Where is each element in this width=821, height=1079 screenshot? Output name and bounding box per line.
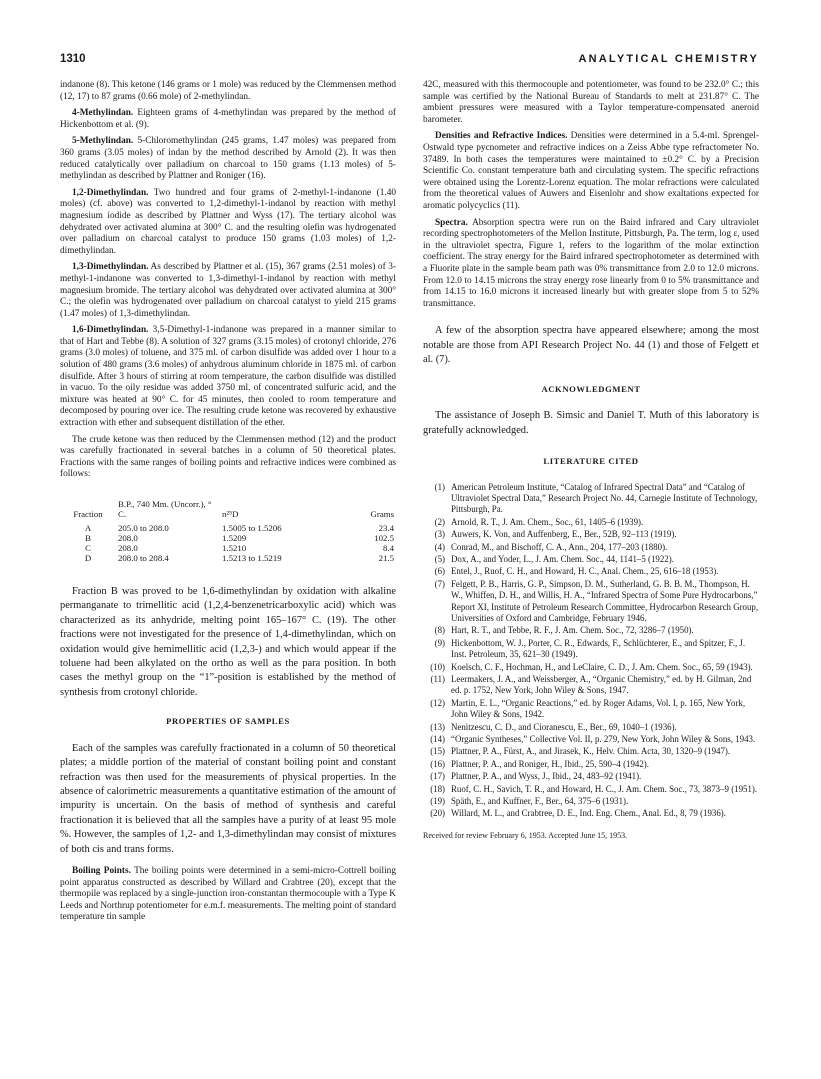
- reference-number: (15): [430, 746, 445, 757]
- reference-text: Ruof, C. H., Savich, T. R., and Howard, H. C., J. Am. Chem. Soc., 73, 3873–9 (1951).: [451, 783, 758, 794]
- reference-number: (6): [434, 566, 445, 577]
- run-in-heading: 1,2-Dimethylindan.: [72, 187, 149, 198]
- reference-text: Plattner, P. A., and Wyss, J., Ibid., 24, 483–92 (1941).: [451, 771, 642, 782]
- reference-number: (9): [434, 637, 445, 648]
- reference-item: [423, 698, 759, 721]
- reference-text: Nenitzescu, C. D., and Cioranescu, E., Ber., 69, 1040–1 (1936).: [451, 721, 677, 732]
- reference-item: [423, 542, 759, 553]
- paragraph: Each of the samples was carefully fractionated in a column of 50 theoretical plates; a middle portion of the material of constant boiling point and constant refraction was then used for the measurements of physical properties. In the absence of calorimetric measurements a quantitative estimation of the amount of impurity is uncertain. On the basis of method of synthesis and careful fractionation it is believed that all the samples have a purity of at least 95 mole %. However, the samples of 1,2- and 1,3-dimethylindan may consist of mixtures of both cis and trans forms.: [60, 742, 396, 855]
- run-in-heading: 1,6-Dimethylindan.: [72, 325, 149, 336]
- reference-item: [423, 808, 759, 819]
- reference-text: “Organic Syntheses,” Collective Vol. II, p. 279, New York, John Wiley & Sons, 1943.: [451, 734, 756, 745]
- reference-item: [423, 625, 759, 636]
- fractions-table: [60, 499, 396, 563]
- reference-number: (16): [430, 758, 445, 769]
- table-cell: 21.5: [378, 553, 394, 563]
- paragraph: [60, 108, 396, 131]
- reference-number: (5): [434, 553, 445, 564]
- reference-item: [423, 759, 759, 770]
- reference-text: Koelsch, C. F., Hochman, H., and LeClaire, C. D., J. Am. Chem. Soc., 65, 59 (1943).: [451, 661, 753, 672]
- run-in-heading: 4-Methylindan.: [72, 108, 134, 119]
- left-column: [60, 80, 396, 929]
- reference-number: (8): [434, 625, 445, 636]
- reference-item: [423, 796, 759, 807]
- table-cell: 208.0: [118, 533, 138, 543]
- table-cell: 205.0 to 208.0: [118, 523, 169, 533]
- reference-text: Conrad, M., and Bischoff, C. A., Ann., 204, 177–203 (1880).: [451, 541, 668, 552]
- reference-item: [423, 771, 759, 782]
- table-row: [60, 543, 396, 553]
- reference-text: Entel, J., Ruof, C. H., and Howard, H. C., Anal. Chem., 25, 616–18 (1953).: [451, 566, 719, 577]
- reference-item: [423, 722, 759, 733]
- paragraph: [423, 218, 759, 311]
- table-cell: D: [84, 553, 92, 563]
- reference-item: [423, 784, 759, 795]
- reference-item: [423, 662, 759, 673]
- reference-item: [423, 554, 759, 565]
- reference-number: (10): [430, 661, 445, 672]
- table-cell: 102.5: [374, 533, 394, 543]
- paragraph: The crude ketone was then reduced by the Clemmensen method (12) and the product was carefully fractionated in several batches in a column of 50 theoretical plates. Fractions with the same ranges of boiling points and refractive indices were combined as follows:: [60, 434, 396, 480]
- table-cell: 1.5005 to 1.5206: [222, 523, 282, 533]
- paragraph-text: Densities were determined in a 5.4-ml. Sprengel-Ostwald type pycnometer and refractive indices on a Zeiss Abbe type refractometer No. 37489. In both cases the temperatures were maintained to ±0.2° C. by a Precision Scientific Co. constant temperature bath and circulating system. The specific refractions were obtained using the Lorentz-Lorenz equation. The molar refractions were calculated from the theoretical values of Auwers and Eisenlohr and show exaltations expected for aromatic polycyclics (11).: [423, 131, 759, 211]
- reference-number: (18): [430, 783, 445, 794]
- reference-text: Leermakers, J. A., and Weissberger, A., “Organic Chemistry,” ed. by H. Gilman, 2nd ed. p. 1752, New York, John Wiley & Sons, 1947.: [451, 674, 752, 696]
- column-header: n²⁵D: [222, 509, 239, 519]
- paragraph-text: As described by Plattner et al. (15), 367 grams (2.51 moles) of 3-methyl-1-indanone was converted to 1,3-dimethyl-1-indanol by reaction with methyl magnesium bromide. The tertiary alcohol was dehydrated over activated alumina at 300° C.; the olefin was hydrogenated over palladium on charcoal catalyst to yield 215 grams (1.47 moles) of 1,3-dimethylindan.: [60, 262, 396, 319]
- paragraph: [60, 325, 396, 429]
- reference-item: [423, 566, 759, 577]
- reference-number: (2): [434, 516, 445, 527]
- reference-text: Auwers, K. Von, and Auffenberg, E., Ber., 52B, 92–113 (1919).: [451, 529, 677, 540]
- reference-text: Willard, M. L., and Crabtree, D. E., Ind. Eng. Chem., Anal. Ed., 8, 79 (1936).: [451, 808, 726, 819]
- reference-number: (14): [430, 734, 445, 745]
- reference-text: Felgett, P. B., Harris, G. P., Simpson, D. M., Sutherland, G. B. B. M., Thompson, H. W., Whiffen, D. H., and Willis, H. A., “Infrared Spectra of Some Pure Hydrocarbons,” Report XI, Institute of Petroleum Research Committee, Hydrocarbon Research Group, Universities of Oxford and Cambridge, February 1946.: [451, 578, 759, 623]
- reference-number: (7): [434, 578, 445, 589]
- reference-number: (13): [430, 721, 445, 732]
- reference-item: [423, 746, 759, 757]
- reference-text: Hart, R. T., and Tebbe, R. F., J. Am. Chem. Soc., 72, 3286–7 (1950).: [451, 625, 694, 636]
- reference-number: (4): [434, 541, 445, 552]
- table-cell: 23.4: [378, 523, 394, 533]
- section-heading-properties: PROPERTIES OF SAMPLES: [166, 716, 290, 727]
- reference-number: (1): [434, 481, 445, 492]
- reference-text: Arnold, R. T., J. Am. Chem., Soc., 61, 1405–6 (1939).: [451, 516, 644, 527]
- reference-text: Dox, A., and Yoder, L., J. Am. Chem. Soc., 44, 1141–5 (1922).: [451, 553, 674, 564]
- received-note: Received for review February 6, 1953. Accepted June 15, 1953.: [423, 830, 628, 840]
- table-row: [60, 553, 396, 563]
- reference-text: Hickenbottom, W. J., Porter, C. R., Edwards, F., Schlüchterer, E., and Spitzer, F., J. Inst. Petroleum, 35, 621–30 (1949).: [451, 637, 746, 660]
- column-header: B.P., 740 Mm. (Uncorr.), ° C.: [118, 499, 212, 519]
- reference-text: Plattner, P. A., and Roniger, H., Ibid., 25, 590–4 (1942).: [451, 758, 649, 769]
- table-row: [60, 533, 396, 543]
- run-in-heading: Boiling Points.: [72, 866, 131, 877]
- reference-number: (3): [434, 529, 445, 540]
- paragraph: The assistance of Joseph B. Simsic and Daniel T. Muth of this laboratory is gratefully acknowledged.: [423, 410, 759, 436]
- reference-item: [423, 734, 759, 745]
- paragraph: [60, 188, 396, 258]
- paragraph: A few of the absorption spectra have appeared elsewhere; among the most notable are those from API Research Project No. 44 (1) and those of Felgett et al. (7).: [423, 325, 759, 366]
- reference-number: (17): [430, 771, 445, 782]
- table-cell: 1.5213 to 1.5219: [222, 553, 282, 563]
- reference-text: American Petroleum Institute, “Catalog of Infrared Spectral Data” and “Catalog of Ultraviolet Spectral Data,” Research Project No. 44, Carnegie Institute of Technology, Pittsburgh, Pa.: [451, 481, 758, 515]
- paragraph-text: 3,5-Dimethyl-1-indanone was prepared in a manner similar to that of Hart and Tebbe (8). A solution of 327 grams (3.15 moles) of crotonyl chloride, 276 grams (3.0 moles) of toluene, and 375 ml. of carbon disulfide was added over 1 hour to a solution of 480 grams (3.6 moles) of anhydrous aluminum chloride in 1875 ml. of carbon disulfide. After 3 hours of stirring at room temperature, the carbon disulfide was distilled in vacuo. To the oily residue was added 3750 ml. of concentrated sulfuric acid, and the mixture was heated at 90° C. for 45 minutes, then cooled to room temperature and decomposed by pouring over ice. The resulting crude ketone was recovered by exhaustive extraction with ether and subsequent distillation of the ether.: [60, 325, 396, 429]
- paragraph: Fraction B was proved to be 1,6-dimethylindan by oxidation with alkaline permanganate to trimellitic acid (1,2,4-benzenetricarboxylic acid) which was characterized as its anhydride, melting point 165–167° C. (19). The other fractions were not investigated for the presence of 1,4-dimethylindan, which on oxidation would give hemimellitic acid (1,2,3-) and which would appear if the toluene had been alkylated on the ortho as well as the para position. In both cases the methyl group on the “1”-position is established by the method of synthesis from crotonyl chloride.: [60, 586, 396, 698]
- reference-number: (12): [430, 697, 445, 708]
- paragraph-text: Two hundred and four grams of 2-methyl-1-indanone (1.40 moles) (cf. above) was converted to 1,2-dimethyl-1-indanol by reaction with methyl magnesium iodide as described by Plattner and Wyss (17). The tertiary alcohol was dehydrated over activated alumina at 300° C. and the resulting olefin was hydrogenated over palladium on charcoal catalyst to produce 150 grams (1.03 moles) of 1,2-dimethylindan.: [60, 187, 396, 256]
- reference-text: Martin, E. L., “Organic Reactions,” ed. by Roger Adams, Vol. I, p. 165, New York, John Wiley & Sons, 1942.: [451, 697, 746, 720]
- paragraph: indanone (8). This ketone (146 grams or 1 mole) was reduced by the Clemmensen method (12, 17) to 87 grams (0.66 mole) of 2-methylindan.: [60, 80, 396, 102]
- paragraph-text: Eighteen grams of 4-methylindan was prepared by the method of Hickenbottom et al. (9).: [60, 108, 396, 130]
- table-cell: B: [85, 533, 91, 543]
- reference-item: [423, 517, 759, 528]
- section-heading-acknowledgment: ACKNOWLEDGMENT: [541, 383, 641, 394]
- paragraph: 42C, measured with this thermocouple and potentiometer, was found to be 232.0° C.; this sample was certified by the National Bureau of Standards to melt at 231.87° C. The ambient pressures were measured with a Taylor temperature-compensated aneroid barometer.: [423, 80, 759, 125]
- reference-text: Plattner, P. A., Fürst, A., and Jirasek, K., Helv. Chim. Acta, 30, 1320–9 (1947).: [451, 746, 731, 757]
- journal-title: ANALYTICAL CHEMISTRY: [578, 53, 759, 65]
- right-column: [423, 80, 759, 841]
- table-cell: 1.5209: [222, 533, 247, 543]
- reference-text: Späth, E., and Kuffner, F., Ber., 64, 375–6 (1931).: [451, 796, 629, 807]
- paragraph: [60, 262, 396, 320]
- table-cell: A: [84, 523, 92, 533]
- reference-item: [423, 638, 759, 661]
- section-heading-literature: LITERATURE CITED: [543, 455, 639, 466]
- table-cell: C: [85, 543, 91, 553]
- reference-item: [423, 674, 759, 697]
- paragraph: [60, 136, 396, 182]
- run-in-heading: Spectra.: [435, 217, 468, 228]
- run-in-heading: 5-Methylindan.: [72, 136, 134, 147]
- table-cell: 1.5210: [222, 543, 247, 553]
- column-header: Fraction: [73, 509, 103, 519]
- run-in-heading: Densities and Refractive Indices.: [435, 131, 568, 142]
- run-in-heading: 1,3-Dimethylindan.: [72, 262, 149, 273]
- page-number: 1310: [60, 53, 86, 65]
- reference-number: (20): [430, 808, 445, 819]
- paragraph: [423, 131, 759, 212]
- table-cell: 208.0: [118, 543, 138, 553]
- table-header-row: [60, 499, 396, 523]
- reference-number: (11): [430, 674, 445, 684]
- reference-item: [423, 482, 759, 516]
- reference-list: [423, 482, 759, 820]
- reference-item: [423, 529, 759, 540]
- paragraph-text: 5-Chloromethylindan (245 grams, 1.47 moles) was prepared from 360 grams (3.05 moles) of indan by the method described by Arnold (2). It was then reduced catalytically over palladium on charcoal to 150 grams (1.13 moles) of 5-methylindan as described by Plattner and Roniger (16).: [60, 136, 396, 182]
- table-cell: 208.0 to 208.4: [118, 553, 169, 563]
- paragraph-text: The boiling points were determined in a semi-micro-Cottrell boiling point apparatus constructed as described by Willard and Crabtree (20), except that the thermopile was replaced by a single-junction iron-constantan thermocouple with a Type K Leeds and Northrup potentiometer for e.m.f. measurements. The melting point of standard temperature tin sample: [60, 866, 396, 923]
- table-cell: 8.4: [383, 543, 394, 553]
- paragraph-text: Absorption spectra were run on the Baird infrared and Cary ultraviolet recording spectrophotometers of the Mellon Institute, Pittsburgh, Pa. The term, log ε, used in the ultraviolet spectra, Figure 1, refers to the logarithm of the molar extinction coefficient. The stray energy for the Baird infrared spectrophotometer as determined with a Fluorite plate in the sample beam path was 0% transmittance from 2.0 to 12.0 microns. From 12.0 to 14.15 microns the stray energy rose linearly from 0 to 5% transmittance and from 14.15 to 16.0 microns it increased linearly but with greater slope from 5 to 52% transmittance.: [423, 217, 759, 309]
- column-header: Grams: [370, 509, 394, 519]
- paragraph: [60, 866, 396, 924]
- reference-item: [423, 579, 759, 625]
- reference-number: (19): [430, 796, 445, 807]
- table-row: [60, 523, 396, 533]
